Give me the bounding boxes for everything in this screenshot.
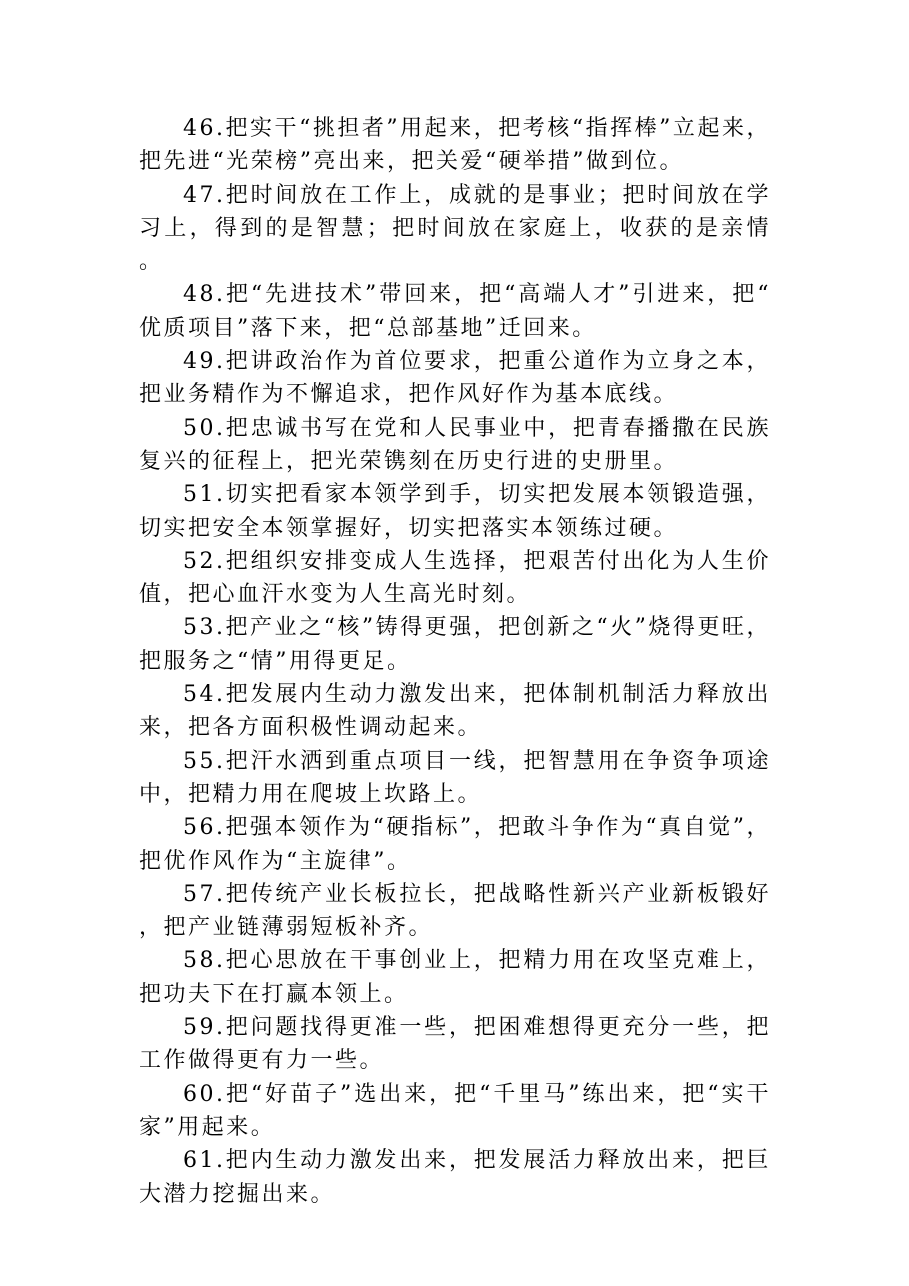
paragraph-61: 61.把内生动力激发出来，把发展活力释放出来，把巨大潜力挖掘出来。	[139, 1148, 771, 1207]
paragraph-59: 59.把问题找得更准一些，把困难想得更充分一些，把工作做得更有力一些。	[139, 1015, 771, 1074]
paragraph-53: 53.把产业之“核”铸得更强，把创新之“火”烧得更旺，把服务之“情”用得更足。	[139, 615, 771, 674]
paragraph-56: 56.把强本领作为“硬指标”，把敢斗争作为“真自觉”，把优作风作为“主旋律”。	[139, 815, 771, 874]
paragraph-55: 55.把汗水洒到重点项目一线，把智慧用在争资争项途中，把精力用在爬坡上坎路上。	[139, 748, 771, 807]
paragraph-58: 58.把心思放在干事创业上，把精力用在攻坚克难上，把功夫下在打赢本领上。	[139, 948, 771, 1007]
paragraph-48: 48.把“先进技术”带回来，把“高端人才”引进来，把“优质项目”落下来，把“总部基地”迁回来。	[139, 282, 771, 341]
paragraph-47: 47.把时间放在工作上，成就的是事业；把时间放在学习上，得到的是智慧；把时间放在家庭上，收获的是亲情。	[139, 182, 771, 275]
paragraph-60: 60.把“好苗子”选出来，把“千里马”练出来，把“实干家”用起来。	[139, 1081, 771, 1140]
paragraph-57: 57.把传统产业长板拉长，把战略性新兴产业新板锻好，把产业链薄弱短板补齐。	[139, 881, 771, 941]
paragraph-46: 46.把实干“挑担者”用起来，把考核“指挥棒”立起来，把先进“光荣榜”亮出来，把关爱“硬举措”做到位。	[139, 116, 771, 175]
paragraph-50: 50.把忠诚书写在党和人民事业中，把青春播撒在民族复兴的征程上，把光荣镌刻在历史行进的史册里。	[139, 415, 771, 474]
paragraph-51: 51.切实把看家本领学到手，切实把发展本领锻造强，切实把安全本领掌握好，切实把落实本领练过硬。	[139, 482, 771, 541]
paragraph-52: 52.把组织安排变成人生选择，把艰苦付出化为人生价值，把心血汗水变为人生高光时刻。	[139, 548, 771, 608]
paragraph-54: 54.把发展内生动力激发出来，把体制机制活力释放出来，把各方面积极性调动起来。	[139, 682, 771, 741]
document-body	[139, 112, 771, 1211]
paragraph-49: 49.把讲政治作为首位要求，把重公道作为立身之本，把业务精作为不懈追求，把作风好作为基本底线。	[139, 349, 771, 408]
